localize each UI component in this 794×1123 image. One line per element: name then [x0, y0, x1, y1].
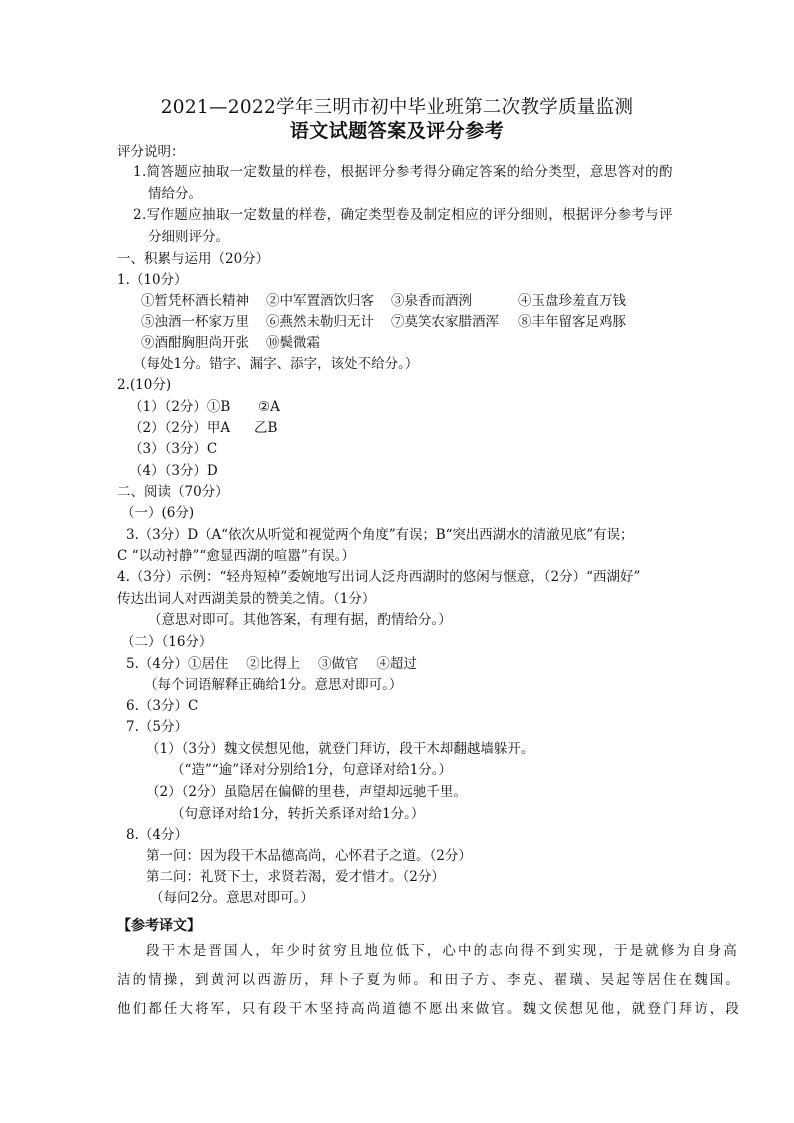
question-5-answer: 5.（4分）①居住 ②比得上 ③做官 ④超过: [126, 656, 417, 672]
q2-part1-answer-b: ②A: [258, 399, 280, 415]
subsection-1-heading: （一）(6分): [121, 505, 195, 521]
q2-part4-answer: （4）（3分）D: [129, 463, 218, 479]
answer-9-item: ⑨酒酣胸胆尚开张: [141, 335, 249, 351]
answer-3-item: ③泉香而酒洌: [391, 293, 472, 309]
q2-part3-answer: （3）（3分）C: [129, 441, 218, 457]
answer-7-item: ⑦莫笑农家腊酒浑: [391, 314, 499, 330]
q7-part2-scoring-note: （句意译对给1分，转折关系译对给1分。）: [171, 806, 425, 822]
section-2-heading: 二、阅读（70分）: [117, 484, 229, 500]
question-7-label: 7.（5分）: [126, 719, 188, 735]
answer-5-item: ⑤浊酒一杯家万里: [141, 314, 249, 330]
q2-part2-answer: （2）（2分）甲A: [129, 420, 231, 436]
scoring-note-2: 2.写作题应抽取一定数量的样卷，确定类型卷及制定相应的评分细则，根据评分参考与评: [133, 207, 673, 223]
q8-second-answer: 第二问：礼贤下士，求贤若渴，爱才惜才。（2分）: [146, 869, 445, 885]
question-8-scoring-note: （每问2分。意思对即可。）: [150, 890, 314, 906]
q2-part2-answer-b: 乙B: [254, 420, 278, 436]
reference-translation-heading: 【参考译文】: [117, 918, 201, 934]
scoring-note-1: 1.简答题应抽取一定数量的样卷，根据评分参考得分确定答案的给分类型，意思答对的酌: [133, 164, 673, 180]
answer-8-item: ⑧丰年留客足鸡豚: [518, 314, 626, 330]
q7-part1-scoring-note: （“造”“逾”译对分别给1分，句意译对给1分。）: [171, 762, 453, 778]
question-6-answer: 6.（3分）C: [126, 698, 199, 714]
question-1-scoring-note: （每处1分。错字、漏字、添字，该处不给分。）: [133, 356, 419, 372]
answer-10-item: ⑩鬓微霜: [266, 335, 320, 351]
q8-first-answer: 第一问：因为段干木品德高尚，心怀君子之道。（2分）: [146, 848, 472, 864]
q7-part2-translation: （2）（2分）虽隐居在偏僻的里巷，声望却远驰千里。: [146, 784, 467, 800]
scoring-note-1-cont: 情给分。: [148, 186, 202, 202]
subsection-2-heading: （二）（16分）: [121, 634, 213, 650]
question-5-scoring-note: （每个词语解释正确给1分。意思对即可。）: [144, 677, 403, 693]
question-1-label: 1.（10分）: [117, 272, 188, 288]
q7-part1-translation: （1）（3分）魏文侯想见他，就登门拜访，段干木却翻越墙躲开。: [146, 741, 535, 757]
question-4-answer-cont: 传达出词人对西湖美景的赞美之情。（1分）: [117, 591, 376, 607]
answer-2-item: ②中军置酒饮归客: [266, 293, 374, 309]
answer-4-item: ④玉盘珍羞直万钱: [518, 293, 626, 309]
question-8-label: 8.（4分）: [126, 827, 188, 843]
section-1-heading: 一、积累与运用（20分）: [117, 251, 270, 267]
reference-translation-line: 段干木是晋国人，年少时贫穷且地位低下，心中的志向得不到实现，于是就修为自身高: [146, 943, 739, 959]
reference-translation-line: 他们都任大将军，只有段干木坚持高尚道德不愿出来做官。魏文侯想见他，就登门拜访，段: [117, 1001, 741, 1017]
reference-translation-line: 洁的情操，到黄河以西游历，拜卜子夏为师。和田子方、李克、翟璜、吴起等居住在魏国。: [117, 972, 741, 988]
document-subtitle: 语文试题答案及评分参考: [289, 120, 505, 142]
scoring-note-2-cont: 分细则评分。: [148, 229, 229, 245]
q2-part1-answer: （1）（2分）①B: [129, 399, 231, 415]
question-2-label: 2.(10分): [117, 377, 172, 393]
scoring-notes-heading: 评分说明：: [117, 144, 185, 160]
question-3-answer: 3.（3分）D（A“依次从听觉和视觉两个角度”有误；B“突出西湖水的清澈见底”有误；: [126, 527, 634, 543]
exam-title: 2021—2022学年三明市初中毕业班第二次教学质量监测: [160, 97, 634, 118]
question-4-answer: 4.（3分）示例：“轻舟短棹”委婉地写出词人泛舟西湖时的悠闲与惬意，（2分）“西湖好”: [117, 569, 641, 585]
answer-6-item: ⑥燕然未勒归无计: [266, 314, 374, 330]
question-4-scoring-note: （意思对即可。其他答案，有理有据，酌情给分。）: [148, 612, 452, 628]
answer-1-item: ①暂凭杯酒长精神: [141, 293, 249, 309]
question-3-answer-cont: C “以动衬静”“愈显西湖的喧嚣”有误。）: [117, 548, 355, 564]
